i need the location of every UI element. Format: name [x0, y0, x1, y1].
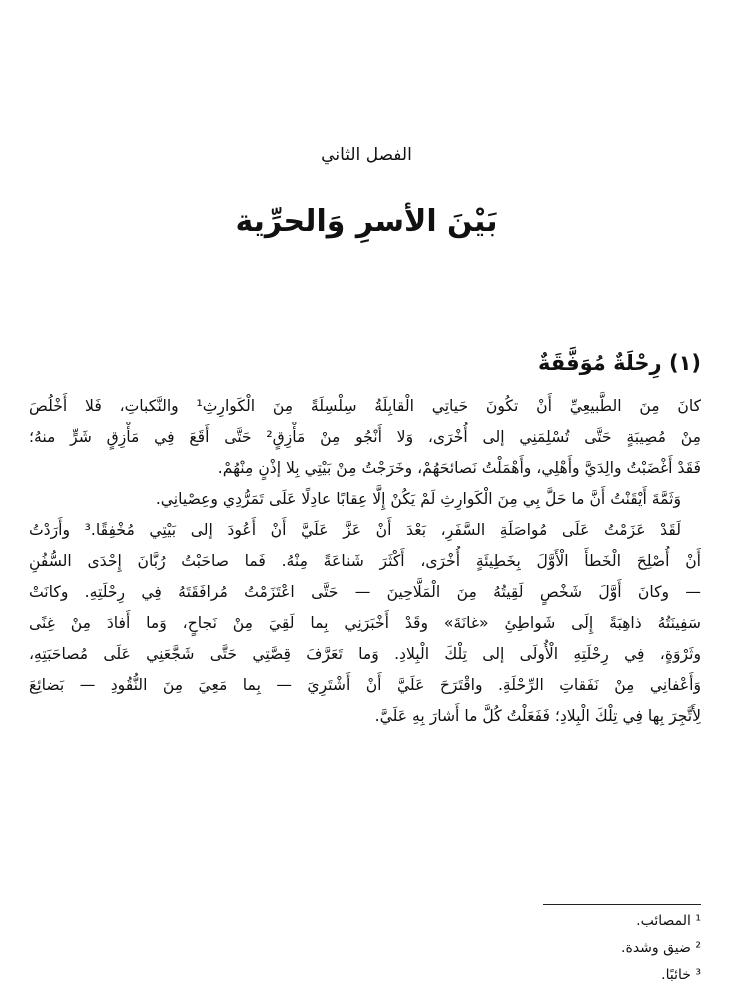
body-line: وَثَمَّةَ أَيْقَنْتُ أَنَّ ما حَلَّ بِي مِنَ الْكَوارِثِ لَمْ يَكُنْ إِلَّا عِقابًا عادِلًا عَلَى تَمَرُّدِي وعِصْيانِي. — [155, 490, 681, 508]
body-line: كانَ مِنَ الطَّبيعِيِّ أَنْ تكُونَ حَياتِي الْقابِلَةُ سِلْسِلَةً مِنَ الْكَوارِثِ¹ والنَّكباتِ، فَلا أَخْلُصَ — [29, 397, 701, 415]
section-heading: (١) رِحْلَةٌ مُوَفَّقَةٌ — [538, 351, 701, 375]
body-line: أَنْ أُصْلِحَ الْخَطأَ الْأَوَّلَ بِخَطِيئَةٍ أُخْرَى، أَكْثَرَ شَناعَةً مِنْهُ. فَما صاحَبْتُ رُبَّانَ إِحْدَى السُّفُنِ — [29, 552, 701, 570]
chapter-title: بَيْنَ الأسرِ وَالحرِّية — [235, 204, 498, 239]
body-line: سَفِينَتُهُ ذاهِبَةً إِلَى شَواطِئِ «غانَةَ» وقَدْ أَخْبَرَنِي بِما لَقِيَ مِنْ نَجاحٍ، وَما أَفادَ مِنْ غِنًى — [29, 614, 701, 632]
body-line: وَأَعْفانِي مِنْ نَفَقاتِ الرِّحْلَةِ. واقْتَرَحَ عَلَيَّ أَنْ أَشْتَرِيَ — بِما مَعِيَ مِنَ النُّقُودِ — بَضائِعَ — [29, 676, 701, 694]
body-line: لِأَتَّجِرَ بِها فِي تِلْكَ الْبِلادِ؛ فَفَعَلْتُ كُلَّ ما أَشارَ بِهِ عَلَيَّ. — [374, 707, 701, 725]
chapter-label: الفصل الثاني — [321, 145, 412, 165]
body-line: — وكانَ أَوَّلَ شَخْصٍ لَقِيتُهُ مِنَ الْمَلَّاحِينَ — حَتَّى اعْتَزَمْتُ مُرافَقَتَهُ فِي رِحْلَتِهِ. وكانَتْ — [29, 583, 701, 601]
body-line: مِنْ مُصِيبَةٍ حَتَّى تُسْلِمَنِي إلى أُخْرَى، وَلا أَنْجُو مِنْ مَأْزِقٍ² حَتَّى أَقَعَ فِي مَأْزِقٍ شَرٍّ منهُ؛ — [29, 428, 701, 446]
footnote-divider — [543, 904, 701, 905]
footnote-3: ³ خائبًا. — [661, 967, 701, 983]
footnote-2: ² ضيق وشدة. — [621, 940, 701, 956]
body-line: لَقَدْ عَزَمْتُ عَلَى مُواصَلَةِ السَّفَرِ، بَعْدَ أَنْ عَزَّ عَلَيَّ أَنْ أَعُودَ إلى بَيْتِي مُخْفِقًا.³ وأَرَدْتُ — [29, 521, 681, 539]
body-text — [29, 391, 701, 732]
footnote-1: ¹ المصائب. — [636, 913, 701, 929]
body-line: فَقَدْ أَغْضَبْتُ والِدَيَّ وأَهْلِي، وأَهْمَلْتُ نَصائحَهُمْ، وخَرَجْتُ مِنْ بَيْتِي بِلا إذْنٍ مِنْهُمْ. — [217, 459, 701, 477]
footnotes — [401, 908, 701, 989]
body-line: وثَرْوَةٍ، فِي رِحْلَتِهِ الْأُولَى إلى تِلْكَ الْبِلادِ. وَما تَعَرَّفَ قِصَّتِي حَتَّى شَجَّعَنِي عَلَى مُصاحَبَتِهِ، — [29, 645, 701, 663]
